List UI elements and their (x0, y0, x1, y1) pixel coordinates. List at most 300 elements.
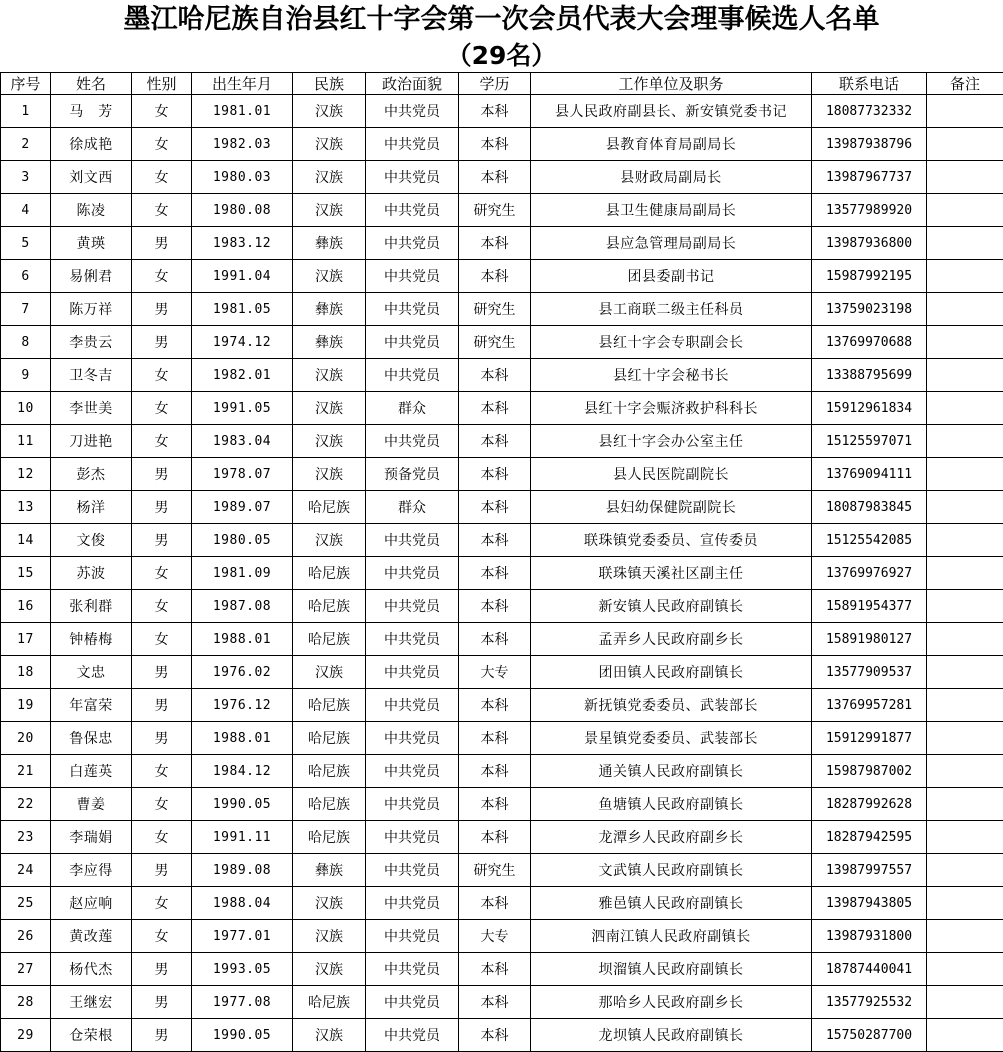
workplace-cell: 团县委副书记 (531, 260, 812, 293)
gender-cell: 女 (132, 590, 192, 623)
political-cell: 中共党员 (366, 260, 459, 293)
gender-cell: 女 (132, 260, 192, 293)
remarks-cell (927, 161, 1003, 194)
gender-cell: 女 (132, 755, 192, 788)
name-cell: 李瑞娟 (51, 821, 132, 854)
phone-cell: 13388795699 (812, 359, 927, 392)
ethnicity-cell: 汉族 (293, 161, 366, 194)
political-cell: 中共党员 (366, 425, 459, 458)
table-row (1, 293, 1003, 326)
education-cell: 本科 (459, 689, 531, 722)
table-row (1, 722, 1003, 755)
remarks-cell (927, 425, 1003, 458)
name-cell: 陈凌 (51, 194, 132, 227)
remarks-cell (927, 392, 1003, 425)
education-cell: 本科 (459, 260, 531, 293)
workplace-cell: 县卫生健康局副局长 (531, 194, 812, 227)
workplace-cell: 景星镇党委委员、武装部长 (531, 722, 812, 755)
name-cell: 易俐君 (51, 260, 132, 293)
phone-cell: 13987938796 (812, 128, 927, 161)
name-cell: 鲁保忠 (51, 722, 132, 755)
remarks-cell (927, 227, 1003, 260)
name-cell: 赵应响 (51, 887, 132, 920)
ethnicity-cell: 汉族 (293, 425, 366, 458)
table-row (1, 689, 1003, 722)
remarks-cell (927, 95, 1003, 128)
name-cell: 年富荣 (51, 689, 132, 722)
table-row (1, 194, 1003, 227)
political-cell: 中共党员 (366, 788, 459, 821)
remarks-cell (927, 821, 1003, 854)
workplace-cell: 县妇幼保健院副院长 (531, 491, 812, 524)
workplace-cell: 团田镇人民政府副镇长 (531, 656, 812, 689)
political-cell: 中共党员 (366, 293, 459, 326)
remarks-cell (927, 920, 1003, 953)
workplace-cell: 泗南江镇人民政府副镇长 (531, 920, 812, 953)
political-cell: 中共党员 (366, 986, 459, 1019)
index-cell: 26 (1, 920, 51, 953)
education-cell: 本科 (459, 953, 531, 986)
ethnicity-cell: 汉族 (293, 524, 366, 557)
workplace-cell: 新抚镇党委委员、武装部长 (531, 689, 812, 722)
ethnicity-cell: 汉族 (293, 953, 366, 986)
index-cell: 2 (1, 128, 51, 161)
education-cell: 本科 (459, 887, 531, 920)
gender-cell: 女 (132, 161, 192, 194)
remarks-cell (927, 887, 1003, 920)
workplace-cell: 县红十字会专职副会长 (531, 326, 812, 359)
political-cell: 中共党员 (366, 161, 459, 194)
remarks-cell (927, 722, 1003, 755)
name-cell: 文忠 (51, 656, 132, 689)
table-row (1, 821, 1003, 854)
index-cell: 25 (1, 887, 51, 920)
education-cell: 大专 (459, 656, 531, 689)
index-cell: 14 (1, 524, 51, 557)
birth-cell: 1987.08 (192, 590, 293, 623)
header-cell-name: 姓名 (51, 73, 132, 95)
ethnicity-cell: 哈尼族 (293, 821, 366, 854)
name-cell: 李世美 (51, 392, 132, 425)
ethnicity-cell: 汉族 (293, 359, 366, 392)
gender-cell: 男 (132, 524, 192, 557)
gender-cell: 女 (132, 557, 192, 590)
name-cell: 马 芳 (51, 95, 132, 128)
education-cell: 研究生 (459, 854, 531, 887)
ethnicity-cell: 哈尼族 (293, 590, 366, 623)
education-cell: 本科 (459, 95, 531, 128)
index-cell: 3 (1, 161, 51, 194)
remarks-cell (927, 623, 1003, 656)
remarks-cell (927, 260, 1003, 293)
birth-cell: 1981.05 (192, 293, 293, 326)
index-cell: 15 (1, 557, 51, 590)
index-cell: 10 (1, 392, 51, 425)
gender-cell: 男 (132, 326, 192, 359)
index-cell: 7 (1, 293, 51, 326)
ethnicity-cell: 汉族 (293, 458, 366, 491)
education-cell: 本科 (459, 491, 531, 524)
index-cell: 24 (1, 854, 51, 887)
phone-cell: 15750287700 (812, 1019, 927, 1052)
education-cell: 本科 (459, 425, 531, 458)
table-row (1, 359, 1003, 392)
workplace-cell: 县红十字会秘书长 (531, 359, 812, 392)
gender-cell: 男 (132, 722, 192, 755)
education-cell: 研究生 (459, 293, 531, 326)
phone-cell: 13769970688 (812, 326, 927, 359)
workplace-cell: 联珠镇党委委员、宣传委员 (531, 524, 812, 557)
ethnicity-cell: 汉族 (293, 128, 366, 161)
gender-cell: 女 (132, 788, 192, 821)
ethnicity-cell: 彝族 (293, 227, 366, 260)
birth-cell: 1982.03 (192, 128, 293, 161)
birth-cell: 1989.07 (192, 491, 293, 524)
name-cell: 彭杰 (51, 458, 132, 491)
ethnicity-cell: 哈尼族 (293, 557, 366, 590)
table-row (1, 755, 1003, 788)
phone-cell: 15891980127 (812, 623, 927, 656)
phone-cell: 13987936800 (812, 227, 927, 260)
table-row (1, 161, 1003, 194)
workplace-cell: 县教育体育局副局长 (531, 128, 812, 161)
index-cell: 18 (1, 656, 51, 689)
name-cell: 文俊 (51, 524, 132, 557)
header-cell-index: 序号 (1, 73, 51, 95)
remarks-cell (927, 953, 1003, 986)
gender-cell: 男 (132, 689, 192, 722)
table-row (1, 425, 1003, 458)
index-cell: 1 (1, 95, 51, 128)
header-cell-education: 学历 (459, 73, 531, 95)
remarks-cell (927, 557, 1003, 590)
education-cell: 本科 (459, 986, 531, 1019)
political-cell: 中共党员 (366, 854, 459, 887)
workplace-cell: 雅邑镇人民政府副镇长 (531, 887, 812, 920)
education-cell: 本科 (459, 359, 531, 392)
name-cell: 杨代杰 (51, 953, 132, 986)
name-cell: 陈万祥 (51, 293, 132, 326)
name-cell: 杨洋 (51, 491, 132, 524)
name-cell: 黄改莲 (51, 920, 132, 953)
phone-cell: 15987987002 (812, 755, 927, 788)
ethnicity-cell: 彝族 (293, 854, 366, 887)
index-cell: 21 (1, 755, 51, 788)
workplace-cell: 那哈乡人民政府副乡长 (531, 986, 812, 1019)
birth-cell: 1988.01 (192, 722, 293, 755)
birth-cell: 1989.08 (192, 854, 293, 887)
political-cell: 中共党员 (366, 821, 459, 854)
workplace-cell: 县财政局副局长 (531, 161, 812, 194)
birth-cell: 1990.05 (192, 1019, 293, 1052)
education-cell: 本科 (459, 821, 531, 854)
index-cell: 27 (1, 953, 51, 986)
political-cell: 群众 (366, 392, 459, 425)
birth-cell: 1984.12 (192, 755, 293, 788)
birth-cell: 1983.12 (192, 227, 293, 260)
birth-cell: 1988.04 (192, 887, 293, 920)
remarks-cell (927, 194, 1003, 227)
workplace-cell: 孟弄乡人民政府副乡长 (531, 623, 812, 656)
name-cell: 卫冬吉 (51, 359, 132, 392)
political-cell: 中共党员 (366, 590, 459, 623)
index-cell: 19 (1, 689, 51, 722)
index-cell: 23 (1, 821, 51, 854)
gender-cell: 女 (132, 623, 192, 656)
table-row (1, 788, 1003, 821)
ethnicity-cell: 哈尼族 (293, 722, 366, 755)
gender-cell: 男 (132, 1019, 192, 1052)
index-cell: 22 (1, 788, 51, 821)
phone-cell: 13987997557 (812, 854, 927, 887)
index-cell: 20 (1, 722, 51, 755)
phone-cell: 18287992628 (812, 788, 927, 821)
table-row (1, 524, 1003, 557)
phone-cell: 13769094111 (812, 458, 927, 491)
index-cell: 16 (1, 590, 51, 623)
political-cell: 中共党员 (366, 326, 459, 359)
remarks-cell (927, 590, 1003, 623)
name-cell: 刘文西 (51, 161, 132, 194)
political-cell: 预备党员 (366, 458, 459, 491)
table-body (1, 95, 1003, 1052)
education-cell: 本科 (459, 392, 531, 425)
workplace-cell: 县应急管理局副局长 (531, 227, 812, 260)
table-row (1, 920, 1003, 953)
phone-cell: 18087732332 (812, 95, 927, 128)
remarks-cell (927, 1019, 1003, 1052)
phone-cell: 15912991877 (812, 722, 927, 755)
index-cell: 8 (1, 326, 51, 359)
political-cell: 中共党员 (366, 95, 459, 128)
political-cell: 中共党员 (366, 920, 459, 953)
remarks-cell (927, 788, 1003, 821)
gender-cell: 男 (132, 656, 192, 689)
header-cell-gender: 性别 (132, 73, 192, 95)
workplace-cell: 龙潭乡人民政府副乡长 (531, 821, 812, 854)
name-cell: 黄瑛 (51, 227, 132, 260)
birth-cell: 1991.05 (192, 392, 293, 425)
education-cell: 研究生 (459, 194, 531, 227)
ethnicity-cell: 汉族 (293, 920, 366, 953)
index-cell: 4 (1, 194, 51, 227)
gender-cell: 男 (132, 227, 192, 260)
phone-cell: 13769957281 (812, 689, 927, 722)
remarks-cell (927, 656, 1003, 689)
table-row (1, 953, 1003, 986)
workplace-cell: 文武镇人民政府副镇长 (531, 854, 812, 887)
workplace-cell: 新安镇人民政府副镇长 (531, 590, 812, 623)
phone-cell: 13577989920 (812, 194, 927, 227)
table-row (1, 392, 1003, 425)
education-cell: 大专 (459, 920, 531, 953)
education-cell: 本科 (459, 161, 531, 194)
remarks-cell (927, 755, 1003, 788)
birth-cell: 1978.07 (192, 458, 293, 491)
birth-cell: 1990.05 (192, 788, 293, 821)
workplace-cell: 县人民政府副县长、新安镇党委书记 (531, 95, 812, 128)
index-cell: 13 (1, 491, 51, 524)
table-row (1, 1019, 1003, 1052)
education-cell: 本科 (459, 755, 531, 788)
workplace-cell: 联珠镇天溪社区副主任 (531, 557, 812, 590)
gender-cell: 男 (132, 953, 192, 986)
ethnicity-cell: 彝族 (293, 326, 366, 359)
birth-cell: 1974.12 (192, 326, 293, 359)
table-row (1, 623, 1003, 656)
birth-cell: 1983.04 (192, 425, 293, 458)
remarks-cell (927, 326, 1003, 359)
index-cell: 12 (1, 458, 51, 491)
gender-cell: 男 (132, 293, 192, 326)
birth-cell: 1977.08 (192, 986, 293, 1019)
birth-cell: 1977.01 (192, 920, 293, 953)
birth-cell: 1980.03 (192, 161, 293, 194)
birth-cell: 1980.05 (192, 524, 293, 557)
name-cell: 李应得 (51, 854, 132, 887)
table-row (1, 260, 1003, 293)
birth-cell: 1981.09 (192, 557, 293, 590)
remarks-cell (927, 986, 1003, 1019)
phone-cell: 18087983845 (812, 491, 927, 524)
name-cell: 刀进艳 (51, 425, 132, 458)
ethnicity-cell: 汉族 (293, 95, 366, 128)
phone-cell: 18787440041 (812, 953, 927, 986)
index-cell: 9 (1, 359, 51, 392)
table-row (1, 887, 1003, 920)
remarks-cell (927, 359, 1003, 392)
political-cell: 中共党员 (366, 194, 459, 227)
table-row (1, 986, 1003, 1019)
name-cell: 白莲英 (51, 755, 132, 788)
phone-cell: 15987992195 (812, 260, 927, 293)
education-cell: 本科 (459, 458, 531, 491)
name-cell: 钟椿梅 (51, 623, 132, 656)
birth-cell: 1981.01 (192, 95, 293, 128)
index-cell: 17 (1, 623, 51, 656)
education-cell: 本科 (459, 557, 531, 590)
workplace-cell: 县人民医院副院长 (531, 458, 812, 491)
phone-cell: 13987943805 (812, 887, 927, 920)
table-row (1, 227, 1003, 260)
political-cell: 中共党员 (366, 359, 459, 392)
gender-cell: 女 (132, 359, 192, 392)
table-row (1, 590, 1003, 623)
index-cell: 11 (1, 425, 51, 458)
birth-cell: 1976.12 (192, 689, 293, 722)
remarks-cell (927, 854, 1003, 887)
ethnicity-cell: 汉族 (293, 656, 366, 689)
phone-cell: 15125597071 (812, 425, 927, 458)
table-row (1, 95, 1003, 128)
index-cell: 29 (1, 1019, 51, 1052)
gender-cell: 女 (132, 95, 192, 128)
remarks-cell (927, 293, 1003, 326)
birth-cell: 1982.01 (192, 359, 293, 392)
workplace-cell: 县红十字会赈济救护科科长 (531, 392, 812, 425)
phone-cell: 13987931800 (812, 920, 927, 953)
table-row (1, 128, 1003, 161)
header-cell-remarks: 备注 (927, 73, 1003, 95)
index-cell: 28 (1, 986, 51, 1019)
phone-cell: 13987967737 (812, 161, 927, 194)
table-row (1, 458, 1003, 491)
gender-cell: 女 (132, 920, 192, 953)
education-cell: 本科 (459, 1019, 531, 1052)
political-cell: 中共党员 (366, 722, 459, 755)
gender-cell: 男 (132, 491, 192, 524)
phone-cell: 13759023198 (812, 293, 927, 326)
header-cell-ethnicity: 民族 (293, 73, 366, 95)
political-cell: 中共党员 (366, 1019, 459, 1052)
political-cell: 中共党员 (366, 656, 459, 689)
gender-cell: 女 (132, 821, 192, 854)
political-cell: 中共党员 (366, 755, 459, 788)
index-cell: 5 (1, 227, 51, 260)
phone-cell: 15891954377 (812, 590, 927, 623)
education-cell: 本科 (459, 590, 531, 623)
political-cell: 群众 (366, 491, 459, 524)
name-cell: 王继宏 (51, 986, 132, 1019)
political-cell: 中共党员 (366, 227, 459, 260)
ethnicity-cell: 汉族 (293, 194, 366, 227)
education-cell: 研究生 (459, 326, 531, 359)
header-cell-birth: 出生年月 (192, 73, 293, 95)
birth-cell: 1991.11 (192, 821, 293, 854)
ethnicity-cell: 汉族 (293, 392, 366, 425)
education-cell: 本科 (459, 128, 531, 161)
name-cell: 李贵云 (51, 326, 132, 359)
political-cell: 中共党员 (366, 623, 459, 656)
header-cell-workplace: 工作单位及职务 (531, 73, 812, 95)
birth-cell: 1993.05 (192, 953, 293, 986)
education-cell: 本科 (459, 524, 531, 557)
gender-cell: 女 (132, 128, 192, 161)
gender-cell: 女 (132, 194, 192, 227)
phone-cell: 18287942595 (812, 821, 927, 854)
workplace-cell: 龙坝镇人民政府副镇长 (531, 1019, 812, 1052)
workplace-cell: 通关镇人民政府副镇长 (531, 755, 812, 788)
ethnicity-cell: 哈尼族 (293, 623, 366, 656)
political-cell: 中共党员 (366, 524, 459, 557)
candidate-table (0, 72, 1003, 1052)
birth-cell: 1980.08 (192, 194, 293, 227)
index-cell: 6 (1, 260, 51, 293)
gender-cell: 男 (132, 986, 192, 1019)
name-cell: 曹姜 (51, 788, 132, 821)
phone-cell: 15912961834 (812, 392, 927, 425)
political-cell: 中共党员 (366, 557, 459, 590)
ethnicity-cell: 哈尼族 (293, 986, 366, 1019)
gender-cell: 女 (132, 887, 192, 920)
birth-cell: 1976.02 (192, 656, 293, 689)
title-line-1: 墨江哈尼族自治县红十字会第一次会员代表大会理事候选人名单 (0, 0, 1003, 40)
table-row (1, 326, 1003, 359)
education-cell: 本科 (459, 227, 531, 260)
remarks-cell (927, 128, 1003, 161)
birth-cell: 1988.01 (192, 623, 293, 656)
name-cell: 张利群 (51, 590, 132, 623)
ethnicity-cell: 哈尼族 (293, 491, 366, 524)
education-cell: 本科 (459, 788, 531, 821)
header-cell-political: 政治面貌 (366, 73, 459, 95)
workplace-cell: 坝溜镇人民政府副镇长 (531, 953, 812, 986)
remarks-cell (927, 689, 1003, 722)
phone-cell: 13577909537 (812, 656, 927, 689)
table-row (1, 557, 1003, 590)
name-cell: 徐成艳 (51, 128, 132, 161)
political-cell: 中共党员 (366, 887, 459, 920)
